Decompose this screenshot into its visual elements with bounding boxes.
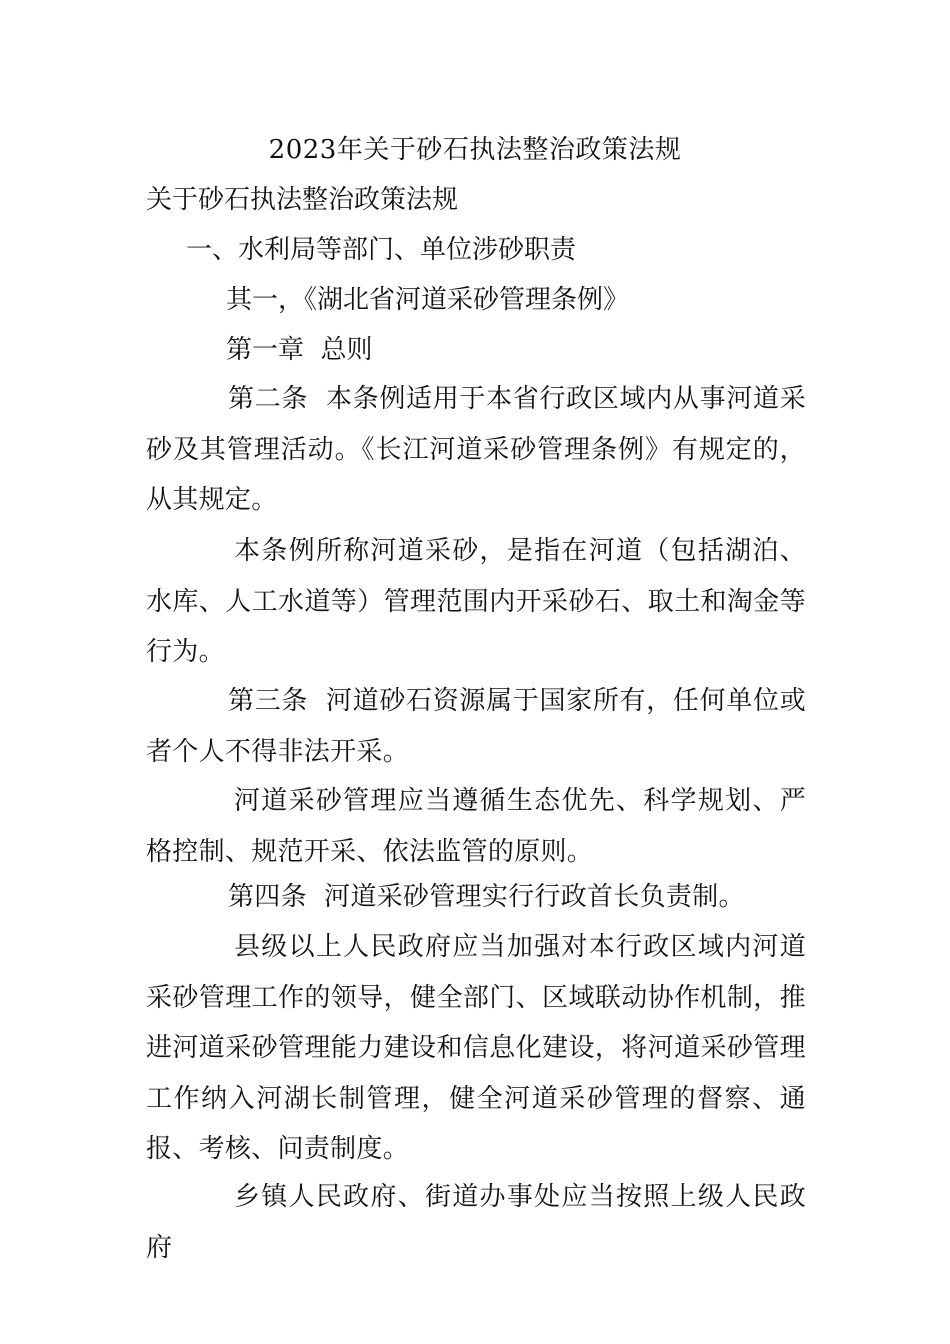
article-3-principle-paragraph: 河道采砂管理应当遵循生态优先、科学规划、严格控制、规范开采、依法监管的原则。 [146, 786, 806, 867]
document-title: 2023年关于砂石执法整治政策法规 [268, 135, 682, 165]
article-2-paragraph: 第二条 本条例适用于本省行政区域内从事河道采砂及其管理活动。《长江河道采砂管理条例》有规定的，从其规定。 [146, 384, 806, 515]
section-heading: 一、水利局等部门、单位涉砂职责 [186, 235, 577, 265]
document-subtitle: 关于砂石执法整治政策法规 [146, 185, 459, 215]
source-law: 其一，《湖北省河道采砂管理条例》 [226, 285, 630, 315]
article-4-paragraph: 第四条 河道采砂管理实行行政首长负责制。 [228, 882, 745, 912]
chapter-heading: 第一章 总则 [226, 335, 373, 365]
article-3-paragraph: 第三条 河道砂石资源属于国家所有，任何单位或者个人不得非法开采。 [146, 686, 806, 767]
article-2-definition-paragraph: 本条例所称河道采砂，是指在河道（包括湖泊、水库、人工水道等）管理范围内开采砂石、取土和淘金等行为。 [146, 536, 806, 667]
article-4-township-paragraph: 乡镇人民政府、街道办事处应当按照上级人民政府 [146, 1182, 806, 1263]
article-4-government-paragraph: 县级以上人民政府应当加强对本行政区域内河道采砂管理工作的领导，健全部门、区域联动协作机制，推进河道采砂管理能力建设和信息化建设，将河道采砂管理工作纳入河湖长制管理，健全河道采砂管理的督察、通报、考核、问责制度。 [146, 932, 806, 1164]
